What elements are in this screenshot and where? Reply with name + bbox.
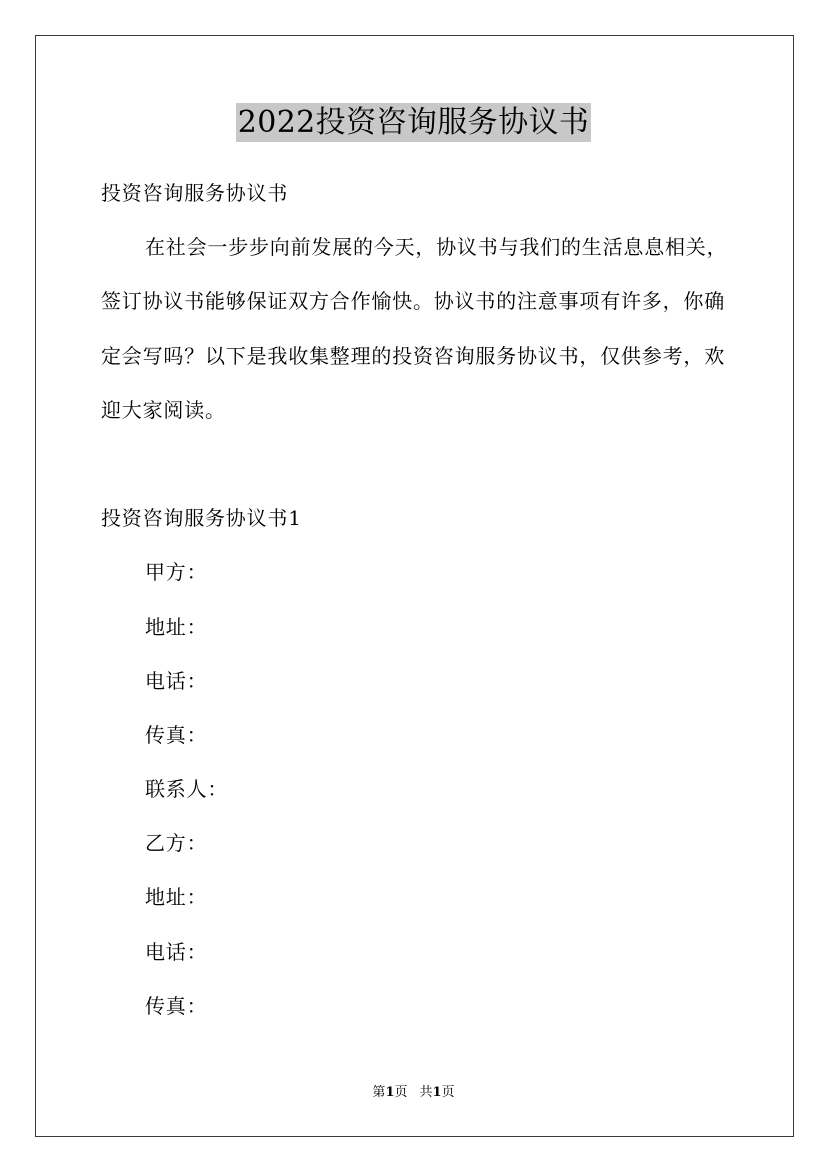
total-suffix: 页 bbox=[441, 1085, 455, 1100]
page-suffix: 页 bbox=[394, 1085, 408, 1100]
total-number: 1 bbox=[432, 1085, 442, 1100]
intro-line: 迎大家阅读。 bbox=[101, 397, 226, 422]
document-heading: 投资咨询服务协议书 bbox=[101, 181, 289, 205]
title-container bbox=[0, 103, 827, 142]
page-indicator bbox=[372, 1085, 407, 1100]
total-pages-indicator bbox=[420, 1085, 455, 1100]
party-a-phone-label: 电话： bbox=[145, 668, 208, 693]
party-a-label: 甲方： bbox=[145, 560, 208, 585]
document-title: 2022投资咨询服务协议书 bbox=[237, 105, 590, 140]
section-title: 投资咨询服务协议书1 bbox=[101, 506, 302, 531]
intro-line: 定会写吗？以下是我收集整理的投资咨询服务协议书，仅供参考，欢 bbox=[101, 343, 725, 368]
party-b-fax-label: 传真： bbox=[145, 993, 208, 1018]
page-footer bbox=[0, 1084, 827, 1102]
party-b-phone-label: 电话： bbox=[145, 939, 208, 964]
party-a-contact-label: 联系人： bbox=[145, 777, 229, 802]
page-prefix: 第 bbox=[372, 1085, 386, 1100]
document-body bbox=[101, 166, 781, 1033]
total-prefix: 共 bbox=[419, 1085, 433, 1100]
party-a-address-label: 地址： bbox=[145, 614, 208, 639]
party-a-fax-label: 传真： bbox=[145, 722, 208, 747]
intro-line: 签订协议书能够保证双方合作愉快。协议书的注意事项有许多，你确 bbox=[101, 289, 725, 314]
blank-line bbox=[101, 437, 781, 491]
page-number: 1 bbox=[385, 1085, 395, 1100]
party-b-label: 乙方： bbox=[145, 831, 208, 856]
intro-line: 在社会一步步向前发展的今天，协议书与我们的生活息息相关， bbox=[145, 235, 728, 260]
party-b-address-label: 地址： bbox=[145, 885, 208, 910]
